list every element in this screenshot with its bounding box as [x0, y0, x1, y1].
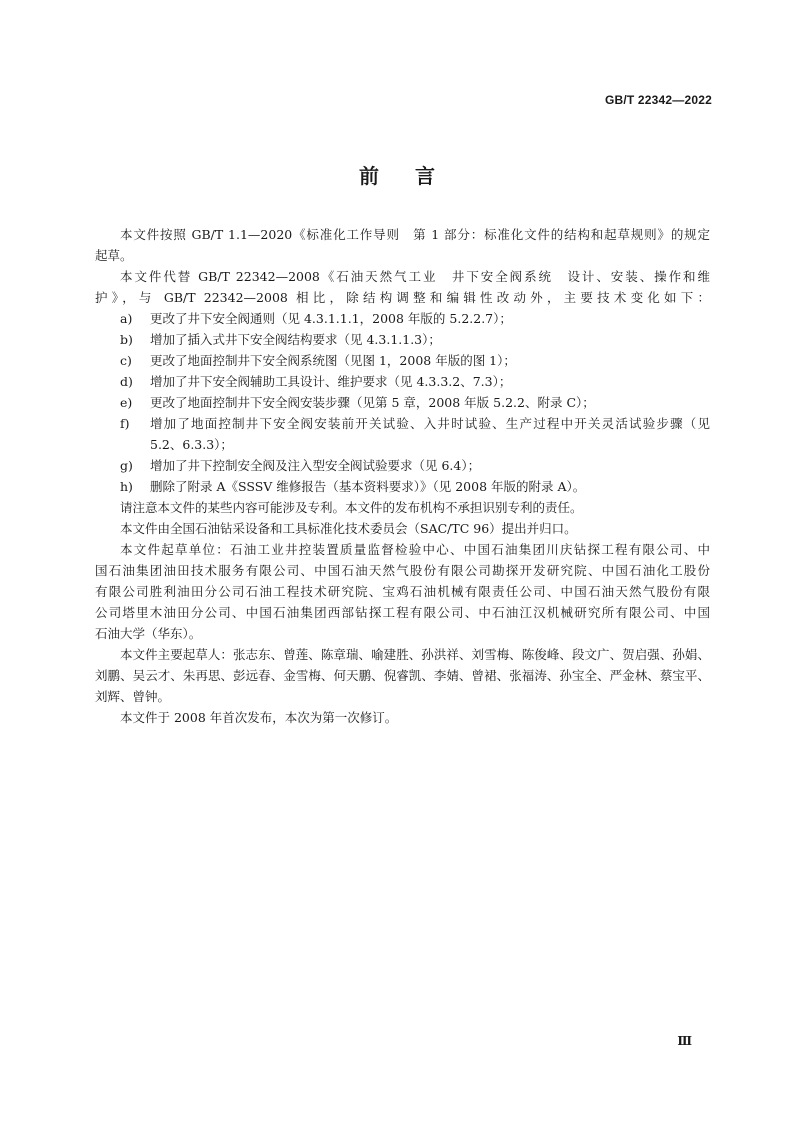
list-marker: f) — [120, 416, 130, 431]
list-item — [95, 476, 710, 497]
proposer-statement: 本文件由全国石油钻采设备和工具标准化技术委员会（SAC/TC 96）提出并归口。 — [120, 521, 577, 536]
list-text: 删除了附录 A《SSSV 维修报告（基本资料要求）》（见 2008 年版的附录 A）。 — [150, 479, 586, 494]
drafting-units-line: 石油大学（华东）。 — [95, 626, 202, 641]
list-item — [95, 350, 710, 371]
list-text: 增加了插入式井下安全阀结构要求（见 4.3.1.1.3）； — [150, 332, 441, 347]
paragraph-line: 护》，与 GB/T 22342—2008 相比，除结构调整和编辑性改动外，主要技术变化如下： — [95, 290, 710, 305]
paragraph-line: 本文件代替 GB/T 22342—2008《石油天然气工业 井下安全阀系统 设计、安装、操作和维 — [120, 269, 710, 284]
drafting-units-line: 有限公司胜利油田分公司石油工程技术研究院、宝鸡石油机械有限责任公司、中国石油天然气股份有限 — [95, 584, 710, 599]
list-marker: e) — [120, 395, 133, 410]
list-item — [95, 371, 710, 392]
list-text: 更改了地面控制井下安全阀安装步骤（见第 5 章，2008 年版 5.2.2、附录 C）； — [150, 395, 595, 410]
list-item — [95, 308, 710, 329]
list-marker: b) — [120, 332, 133, 347]
drafters-line: 刘辉、曾钟。 — [95, 689, 171, 704]
list-text: 更改了地面控制井下安全阀系统图（见图 1，2008 年版的图 1）； — [150, 353, 516, 368]
drafting-units-line: 国石油集团油田技术服务有限公司、中国石油天然气股份有限公司勘探开发研究院、中国石油化工股份 — [95, 563, 710, 578]
list-item — [95, 329, 710, 350]
drafting-units-line: 公司塔里木油田分公司、中国石油集团西部钻探工程有限公司、中石油江汉机械研究所有限公司、中国 — [95, 605, 710, 620]
standard-number: GB/T 22342—2022 — [604, 93, 712, 107]
paragraph-line: 本文件按照 GB/T 1.1—2020《标准化工作导则 第 1 部分：标准化文件的结构和起草规则》的规定 — [120, 227, 710, 242]
drafters-line: 本文件主要起草人：张志东、曾莲、陈章瑞、喻建胜、孙洪祥、刘雪梅、陈俊峰、段文广、贺启强、孙娟、 — [120, 647, 710, 662]
list-marker: h) — [120, 479, 133, 494]
paragraph-line: 起草。 — [95, 248, 133, 263]
page-number: Ⅲ — [677, 1034, 692, 1048]
patent-notice: 请注意本文件的某些内容可能涉及专利。本文件的发布机构不承担识别专利的责任。 — [120, 500, 583, 515]
publication-history: 本文件于 2008 年首次发布，本次为第一次修订。 — [120, 710, 398, 725]
list-item — [95, 455, 710, 476]
list-item — [95, 392, 710, 413]
list-marker: c) — [120, 353, 132, 368]
drafters-line: 刘鹏、吴云才、朱再思、彭远春、金雪梅、何天鹏、倪睿凯、李婧、曾裙、张福涛、孙宝全、严金林、蔡宝平、 — [95, 668, 710, 683]
list-marker: a) — [120, 311, 133, 326]
list-text: 更改了井下安全阀通则（见 4.3.1.1.1，2008 年版的 5.2.2.7）； — [150, 311, 512, 326]
foreword-body — [95, 224, 710, 728]
list-text: 增加了井下控制安全阀及注入型安全阀试验要求（见 6.4）； — [150, 458, 481, 473]
list-text: 增加了地面控制井下安全阀安装前开关试验、入井时试验、生产过程中开关灵活试验步骤（见 — [150, 416, 710, 431]
drafting-units-line: 本文件起草单位：石油工业井控装置质量监督检验中心、中国石油集团川庆钻探工程有限公司、中 — [120, 542, 710, 557]
list-marker: d) — [120, 374, 133, 389]
list-text: 增加了井下安全阀辅助工具设计、维护要求（见 4.3.3.2、7.3）； — [150, 374, 512, 389]
list-item-continuation: 5.2、6.3.3）； — [150, 437, 233, 452]
list-marker: g) — [120, 458, 133, 473]
page-title: 前言 — [359, 164, 471, 188]
list-item — [95, 413, 710, 434]
